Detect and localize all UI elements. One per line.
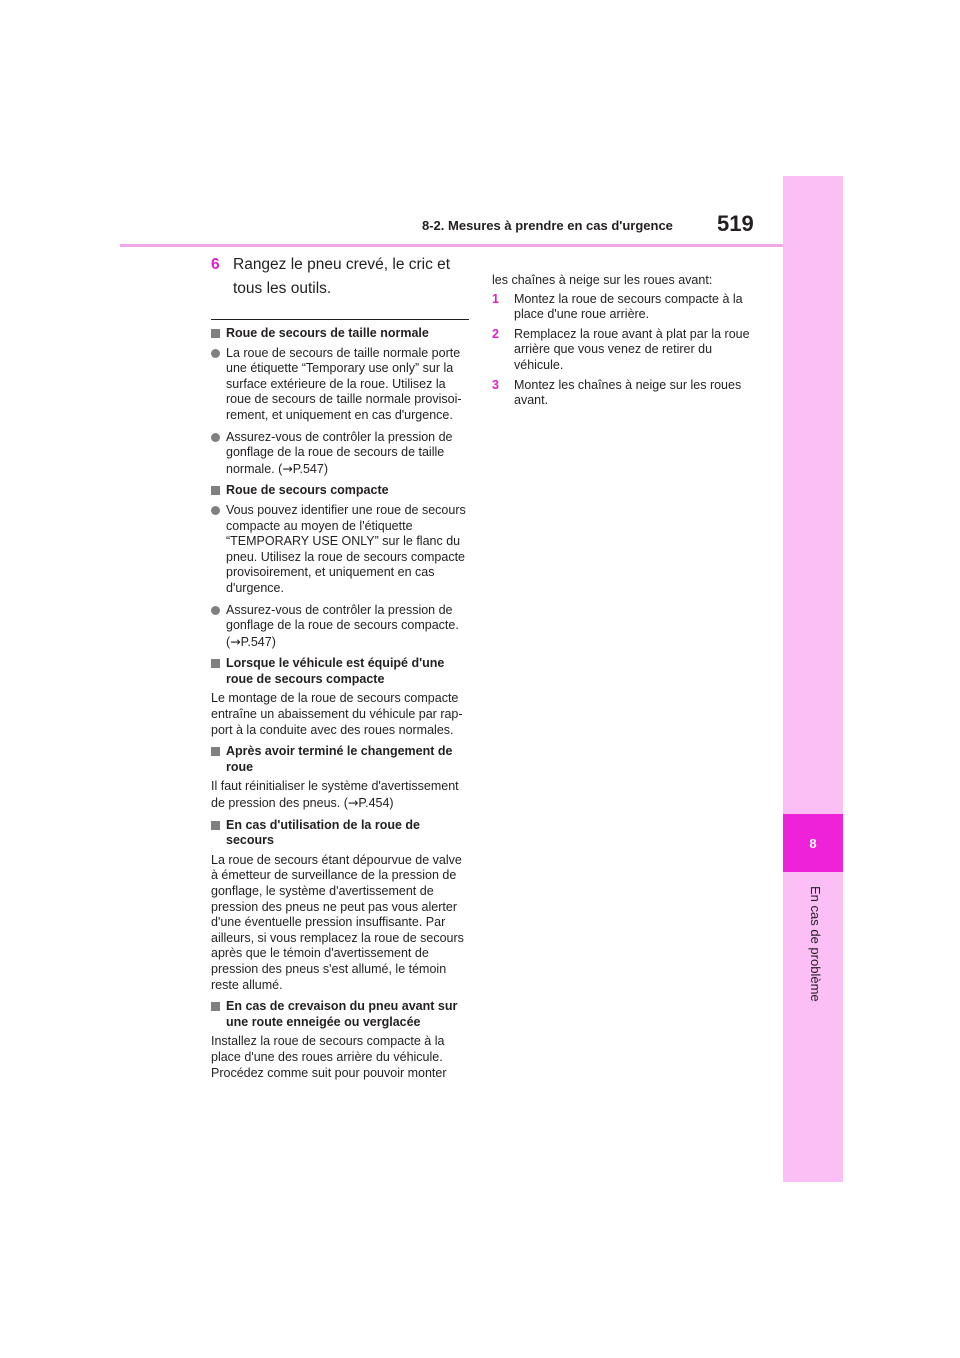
- section-divider: [211, 319, 469, 320]
- chapter-side-tab: [783, 176, 843, 1182]
- bullet-item: Vous pouvez identifier une roue de secours compacte au moyen de l'étiquette “TEMPORARY USE ONLY” sur le flanc du pneu. Utilisez la roue de secours compacte provisoirement, et uniquement en cas d'urgence.: [211, 503, 469, 597]
- step-text: Remplacez la roue avant à plat par la roue arrière que vous venez de retirer du véhicule.: [514, 326, 750, 372]
- bullet-item: Assurez-vous de contrôler la pression de gonflage de la roue de secours de taille normale. (→P.547): [211, 430, 469, 478]
- arrow-icon: →: [230, 633, 241, 649]
- heading-roue-compacte: Roue de secours compacte: [211, 483, 469, 499]
- circle-bullet-icon: [211, 433, 220, 442]
- square-bullet-icon: [211, 329, 220, 338]
- step-3: [492, 378, 754, 409]
- paragraph: les chaînes à neige sur les roues avant:: [492, 273, 713, 287]
- arrow-icon: →: [347, 795, 359, 811]
- bullet-item: Assurez-vous de contrôler la pression de gonflage de la roue de secours compacte. (→P.547): [211, 603, 469, 651]
- step-number: 3: [492, 377, 499, 392]
- step-1: [492, 292, 754, 323]
- paragraph: Installez la roue de secours compacte à la place d'une des roues arrière du véhicule. Procédez comme suit pour pouvoir monter: [211, 1034, 447, 1080]
- page-reference-link[interactable]: P.547): [240, 634, 276, 649]
- section-title: 8-2. Mesures à prendre en cas d'urgence: [422, 218, 673, 233]
- heading-vehicule-equipe: Lorsque le véhicule est équipé d'une roue de secours compacte: [211, 656, 469, 687]
- paragraph: Il faut réinitialiser le système d'avertissement de pression des pneus. (→P.454): [211, 779, 459, 811]
- page-number: 519: [717, 211, 754, 236]
- page-reference-link[interactable]: P.547): [292, 461, 328, 476]
- step-2: [492, 327, 754, 374]
- step-text: Montez les chaînes à neige sur les roues avant.: [514, 377, 742, 408]
- square-bullet-icon: [211, 486, 220, 495]
- page-reference-link[interactable]: P.454): [358, 796, 394, 811]
- right-column: [492, 273, 754, 413]
- circle-bullet-icon: [211, 506, 220, 515]
- circle-bullet-icon: [211, 349, 220, 358]
- heading-roue-normale: Roue de secours de taille normale: [211, 326, 469, 342]
- header-rule: [120, 244, 783, 247]
- bullet-item: La roue de secours de taille normale porte une étiquette “Temporary use only” sur la surface extérieure de la roue. Utilisez la roue de secours de taille normale provisoi-rement, et uniquement en cas d'urgence.: [211, 346, 469, 424]
- heading-apres-changement: Après avoir terminé le changement de roue: [211, 744, 469, 775]
- step-6: [211, 253, 469, 301]
- paragraph: La roue de secours étant dépourvue de valve à émetteur de surveillance de la pression de gonflage, le système d'avertissement de pression des pneus ne peut pas vous alerter d'une éventuelle pression insuffisante. Par ailleurs, si vous remplacez la roue de secours après que le témoin d'avertissement de pression des pneus s'est allumé, le témoin reste allumé.: [211, 852, 464, 992]
- heading-crevaison-avant: En cas de crevaison du pneu avant sur une route enneigée ou verglacée: [211, 999, 469, 1030]
- step-number: 1: [492, 291, 499, 306]
- step-number: 2: [492, 326, 499, 341]
- square-bullet-icon: [211, 659, 220, 668]
- step-text: Montez la roue de secours compacte à la place d'une roue arrière.: [514, 291, 743, 322]
- arrow-icon: →: [282, 460, 293, 476]
- square-bullet-icon: [211, 1002, 220, 1011]
- heading-utilisation-secours: En cas d'utilisation de la roue de secours: [211, 818, 469, 849]
- paragraph: Le montage de la roue de secours compacte entraîne un abaissement du véhicule par rap-port à la conduite avec des roues normales.: [211, 691, 463, 737]
- square-bullet-icon: [211, 747, 220, 756]
- step-text: Rangez le pneu crevé, le cric et tous les outils.: [233, 256, 451, 297]
- circle-bullet-icon: [211, 606, 220, 615]
- square-bullet-icon: [211, 821, 220, 830]
- left-column: [211, 253, 469, 1087]
- chapter-title: En cas de problème: [808, 886, 823, 1002]
- step-number: 6: [211, 256, 220, 273]
- chapter-number: 8: [783, 814, 843, 872]
